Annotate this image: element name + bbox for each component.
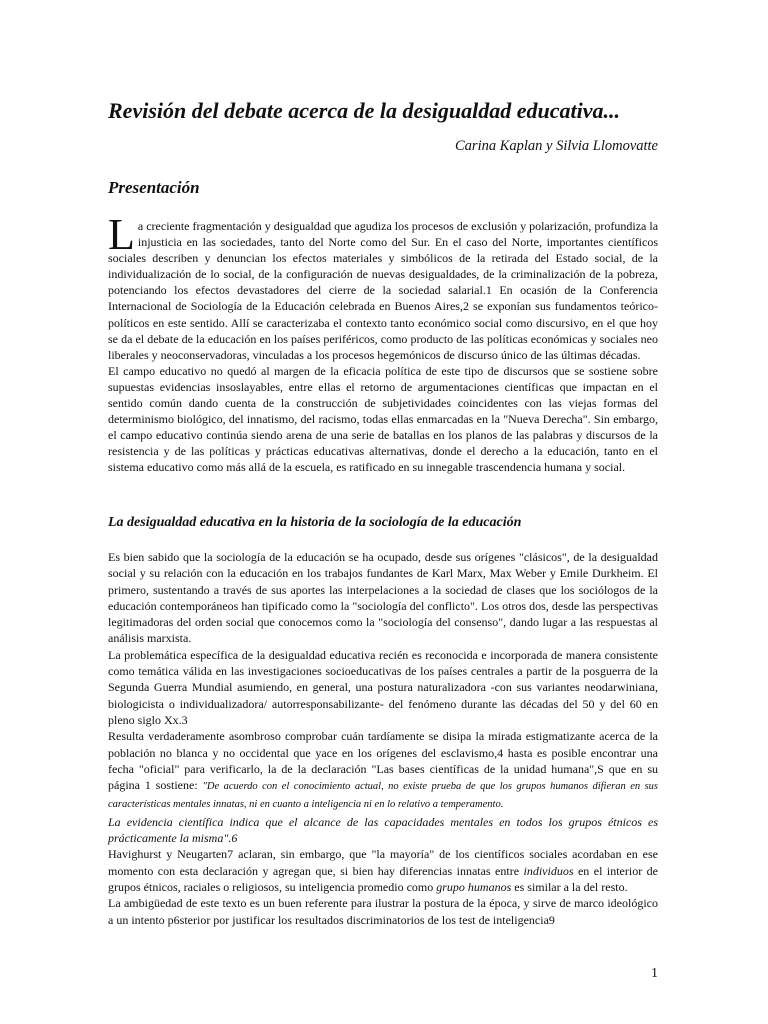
paragraph-text: Resulta verdaderamente asombroso comprobar cuán tardíamente se disipa la mirada estigmatizante acerca de la población no blanca y no occidental que yace en los orígenes del esclavismo,4 hasta es posible encontrar una fecha "oficial" para verificarlo, la de la declaración "Las bases científicas de la unidad humana",S que en su página 1 sostiene: bbox=[108, 729, 658, 793]
paragraph bbox=[108, 846, 658, 895]
paragraph: Es bien sabido que la sociología de la educación se ha ocupado, desde sus orígenes "clásicos", de la desigualdad social y su relación con la educación en los trabajos fundantes de Karl Marx, Max Weber y Emile Durkheim. El primero, sustentando a través de sus aportes las interpelaciones a la sociedad de clases que los sociólogos de la educación contemporáneos han tipificado como la "sociología del conflicto". Los otros dos, desde las perspectivas legitimadoras del orden social que conocemos como la "sociología del consenso", dando lugar a las respuestas al análisis marxista. bbox=[108, 550, 658, 646]
page-number: 1 bbox=[651, 966, 658, 981]
paragraph bbox=[108, 210, 659, 363]
paragraph-text: en el interior de grupos étnicos, raciales o religiosos, su inteligencia promedio como bbox=[108, 863, 658, 894]
emphasis: individuos bbox=[523, 863, 574, 878]
section-presentacion-body bbox=[108, 210, 659, 476]
document-title: Revisión del debate acerca de la desigualdad educativa... bbox=[108, 98, 621, 123]
paragraph: La problemática específica de la desigualdad educativa recién es reconocida e incorporada de manera consistente como temática válida en las investigaciones socioeducativas de los países centrales a partir de la posguerra de la Segunda Guerra Mundial asumiendo, en general, una postura naturalizadora -con sus variantes neodarwiniana, biologicista o individualizadora/ autorresponsabilizante- del fenómeno durante las décadas del 50 y del 60 en pleno siglo Xx.3 bbox=[108, 647, 658, 727]
section-heading-desigualdad: La desigualdad educativa en la historia de la sociología de la educación bbox=[108, 515, 522, 530]
section-desigualdad-body bbox=[108, 549, 658, 928]
drop-cap: L bbox=[108, 210, 135, 259]
document-authors: Carina Kaplan y Silvia Llomovatte bbox=[455, 138, 658, 154]
paragraph-text: Havighurst y Neugarten7 aclaran, sin embargo, que "la mayoría" de los científicos sociales acordaban en ese momento con esta declaración y agregan que, si bien hay diferencias innatas entre bbox=[108, 847, 658, 878]
section-heading-presentacion: Presentación bbox=[108, 178, 200, 197]
paragraph bbox=[108, 728, 658, 813]
quotation-paragraph: La evidencia científica indica que el alcance de las capacidades mentales en todos los grupos étnicos es prácticamente la misma".6 bbox=[108, 814, 658, 846]
paragraph: El campo educativo no quedó al margen de la eficacia política de este tipo de discursos que se sostiene sobre supuestas evidencias insoslayables, entre ellas el retorno de argumentaciones científicas que impactan en el sentido común dando cuenta de la construcción de subjetividades coincidentes con las viejas formas del determinismo biológico, del innatismo, del racismo, todas ellas enmarcadas en la "Nueva Derecha". Sin embargo, el campo educativo continúa siendo arena de una serie de batallas en los planos de las palabras y discursos de la resistencia y de las políticas y prácticas educativas alternativas, donde el derecho a la educación, tanto en el sistema educativo como más allá de la escuela, es ratificado en su innegable trascendencia humana y social. bbox=[108, 363, 658, 475]
paragraph-text: es similar a la del resto. bbox=[511, 879, 628, 894]
paragraph-text: a creciente fragmentación y desigualdad que agudiza los procesos de exclusión y polarización, profundiza la injusticia en las sociedades, tanto del Norte como del Sur. En el caso del Norte, importantes científicos sociales describen y denuncian los efectos materiales y simbólicos de la retirada del Estado social, de la individualización de lo social, de la configuración de nuevas desigualdades, de la criminalización de la pobreza, potenciando los efectos devastadores del cierre de la sociedad salarial.1 En ocasión de la Conferencia Internacional de Sociología de la Educación celebrada en Buenos Aires,2 se exponían sus fundamentos teórico-políticos en este sentido. Allí se caracterizaba el contexto tanto económico social como discursivo, en el que hoy se da el debate de la educación en los países periféricos, como producto de las políticas económicas y sociales neo liberales y neoconservadoras, vinculadas a los procesos hegemónicos de discurso único de las últimas décadas. bbox=[108, 219, 659, 362]
quotation: "De acuerdo con el conocimiento actual, no existe prueba de que los grupos humanos difieran en sus características mentales innatas, ni en cuanto a inteligencia ni en lo relativo a temperamento. bbox=[108, 781, 658, 811]
emphasis: grupo humanos bbox=[436, 879, 512, 894]
paragraph: La ambigüedad de este texto es un buen referente para ilustrar la postura de la época, y sirve de marco ideológico a un intento p6sterior por justificar los resultados discriminatorios de los test de inteligencia9 bbox=[108, 896, 658, 927]
